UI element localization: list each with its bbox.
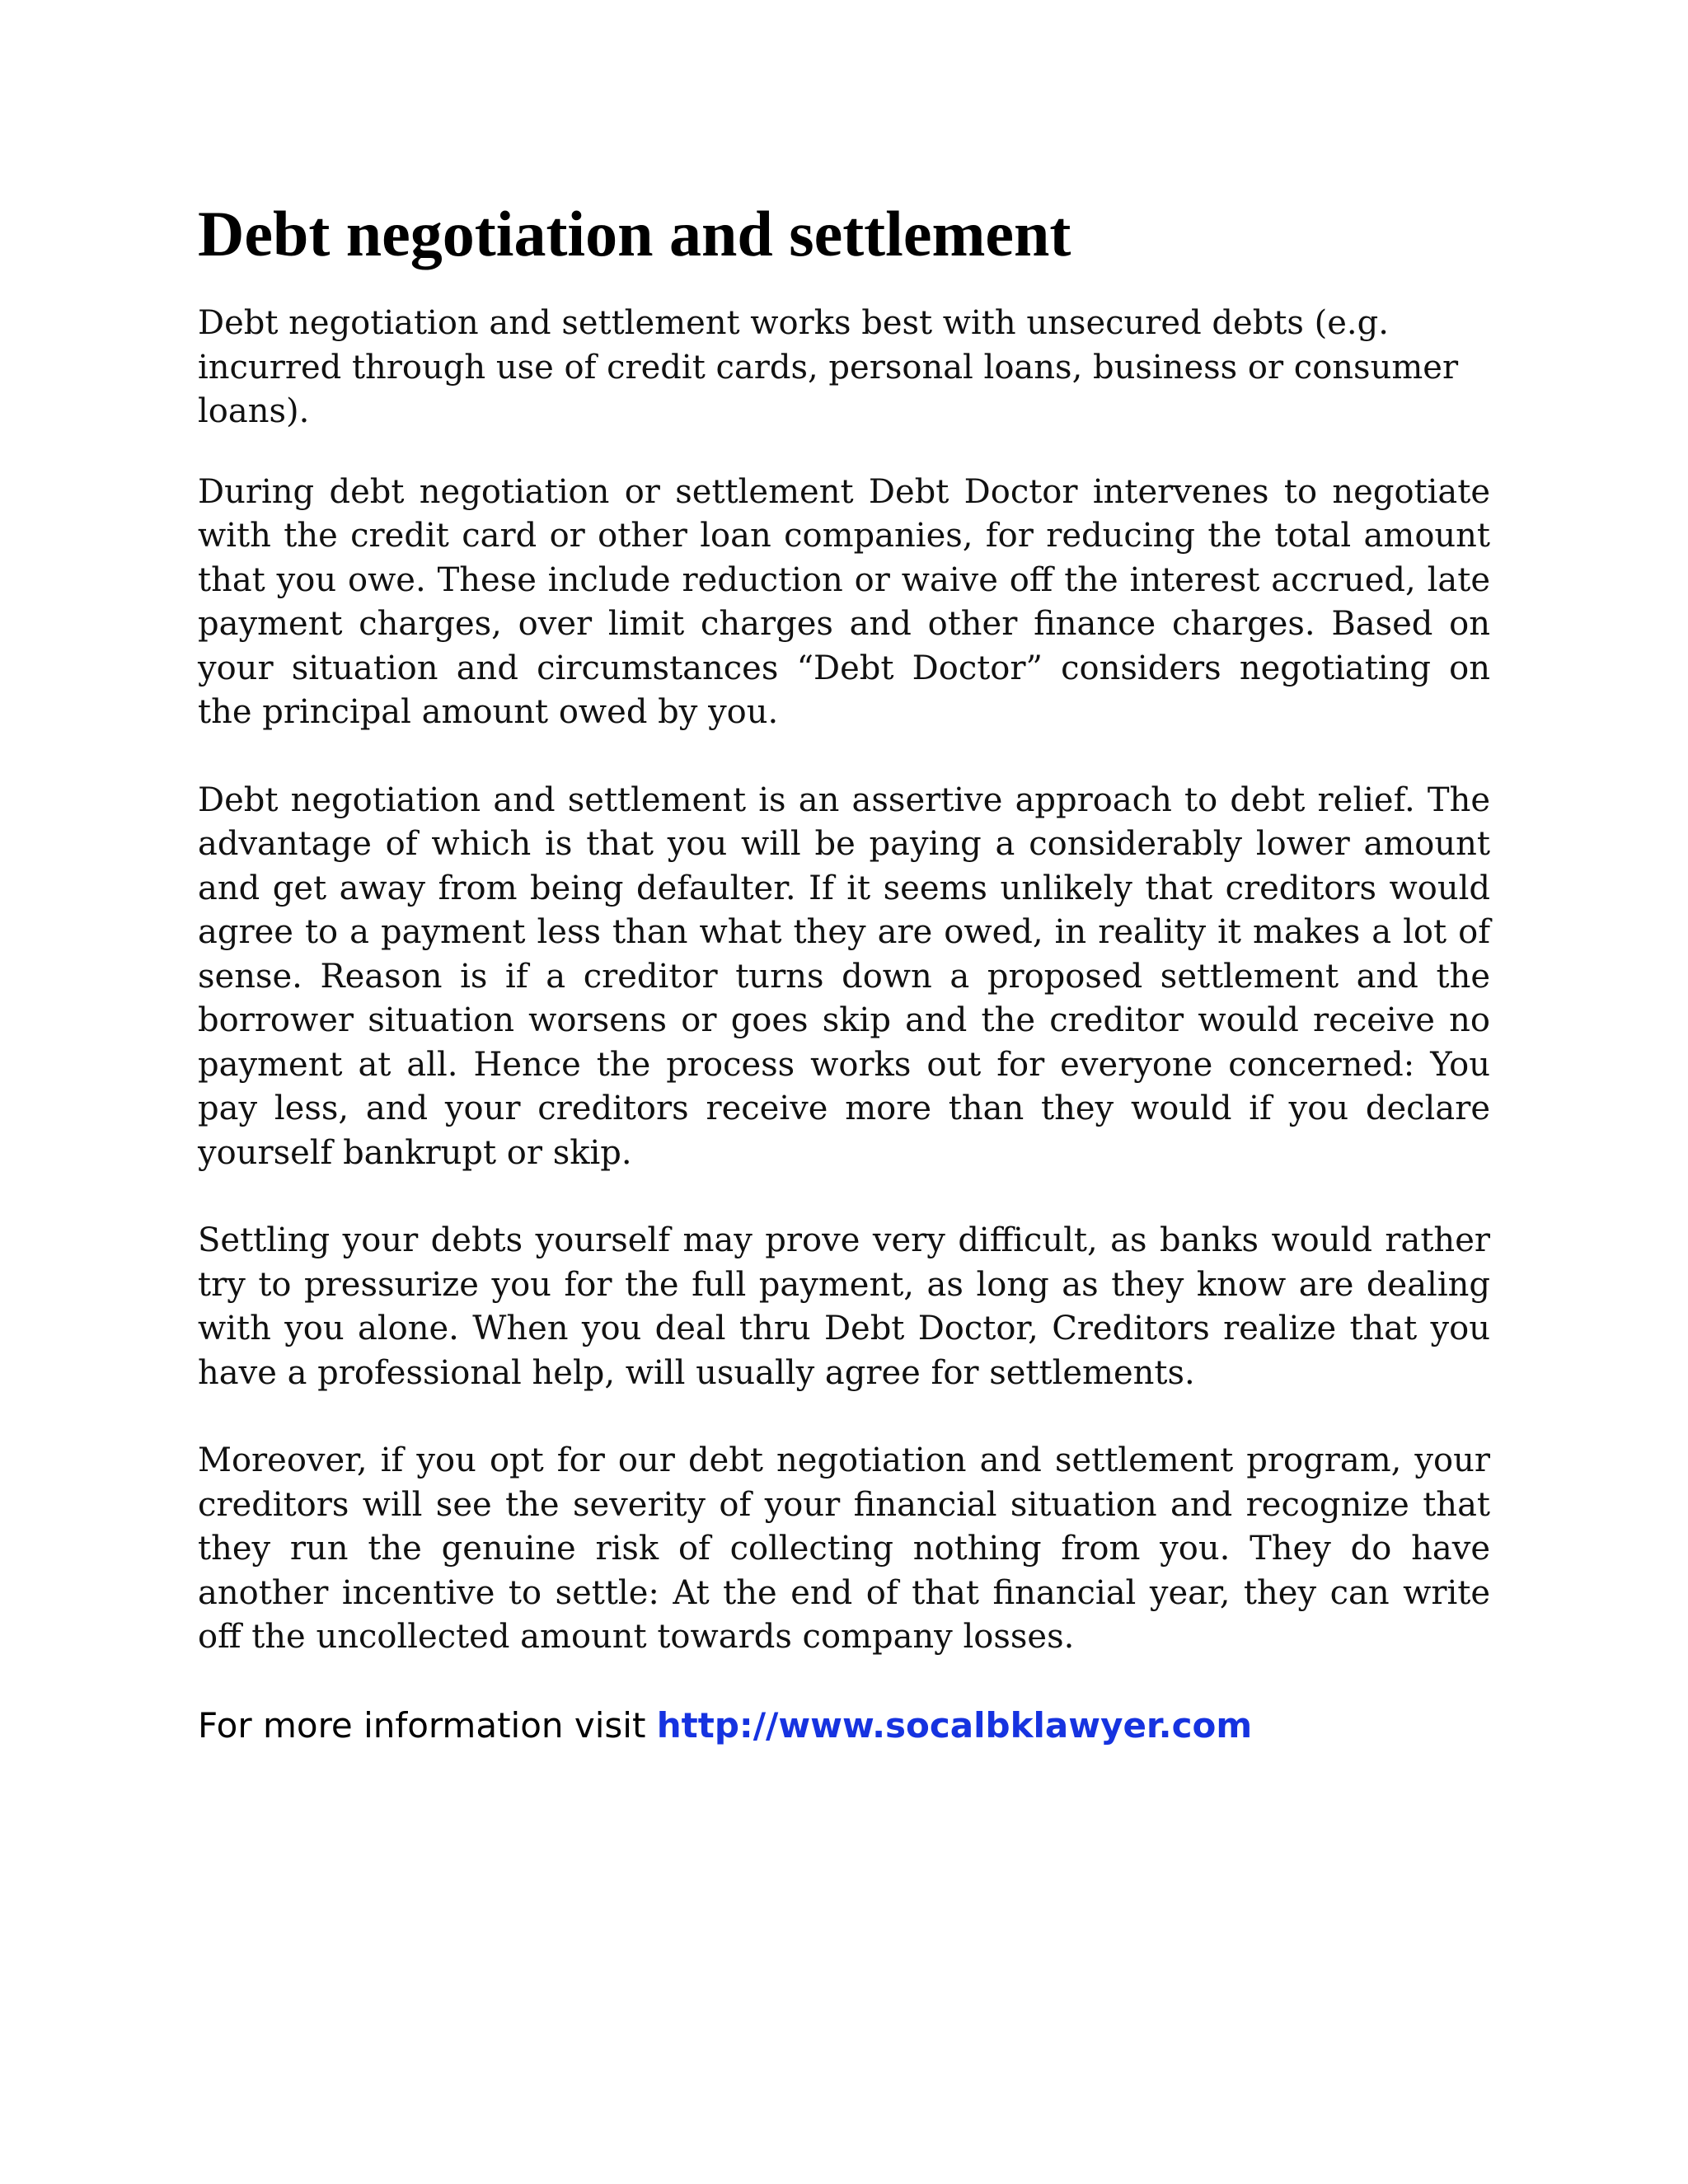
paragraph-debt-doctor-negotiation: During debt negotiation or settlement Debt Doctor intervenes to negotiate with the credit card or other loan companies, for reducing the total amount that you owe. These include reduction or waive off the interest accrued, late payment charges, over limit charges and other finance charges. Based on your situation and circumstances “Debt Doctor” considers negotiating on the principal amount owed by you.	[198, 472, 1490, 732]
paragraph-assertive-approach: Debt negotiation and settlement is an assertive approach to debt relief. The advantage of which is that you will be paying a considerably lower amount and get away from being defaulter. If it seems unlikely that creditors would agree to a payment less than what they are owed, in reality it makes a lot of sense. Reason is if a creditor turns down a proposed settlement and the borrower situation worsens or goes skip and the creditor would receive no payment at all. Hence the process works out for everyone concerned: You pay less, and your creditors receive more than they would if you declare yourself bankrupt or skip.	[198, 780, 1490, 1172]
paragraph-unsecured-debts: Debt negotiation and settlement works best with unsecured debts (e.g. incurred through use of credit cards, personal loans, business or consumer loans).	[198, 304, 1459, 431]
document-title: Debt negotiation and settlement	[198, 198, 1071, 269]
website-link[interactable]: http://www.socalbklawyer.com	[656, 1704, 1253, 1746]
paragraph-creditor-incentive: Moreover, if you opt for our debt negotiation and settlement program, your creditors will see the severity of your financial situation and recognize that they run the genuine risk of collecting nothing from you. They do have another incentive to settle: At the end of that financial year, they can write off the uncollected amount towards company losses.	[198, 1441, 1490, 1657]
footer-prefix: For more information visit	[198, 1704, 657, 1746]
paragraph-settling-yourself: Settling your debts yourself may prove very difficult, as banks would rather try to pressurize you for the full payment, as long as they know are dealing with you alone. When you deal thru Debt Doctor, Creditors realize that you have a professional help, will usually agree for settlements.	[198, 1221, 1490, 1392]
document-content	[198, 196, 1490, 1749]
more-info-footer	[198, 1703, 1490, 1749]
